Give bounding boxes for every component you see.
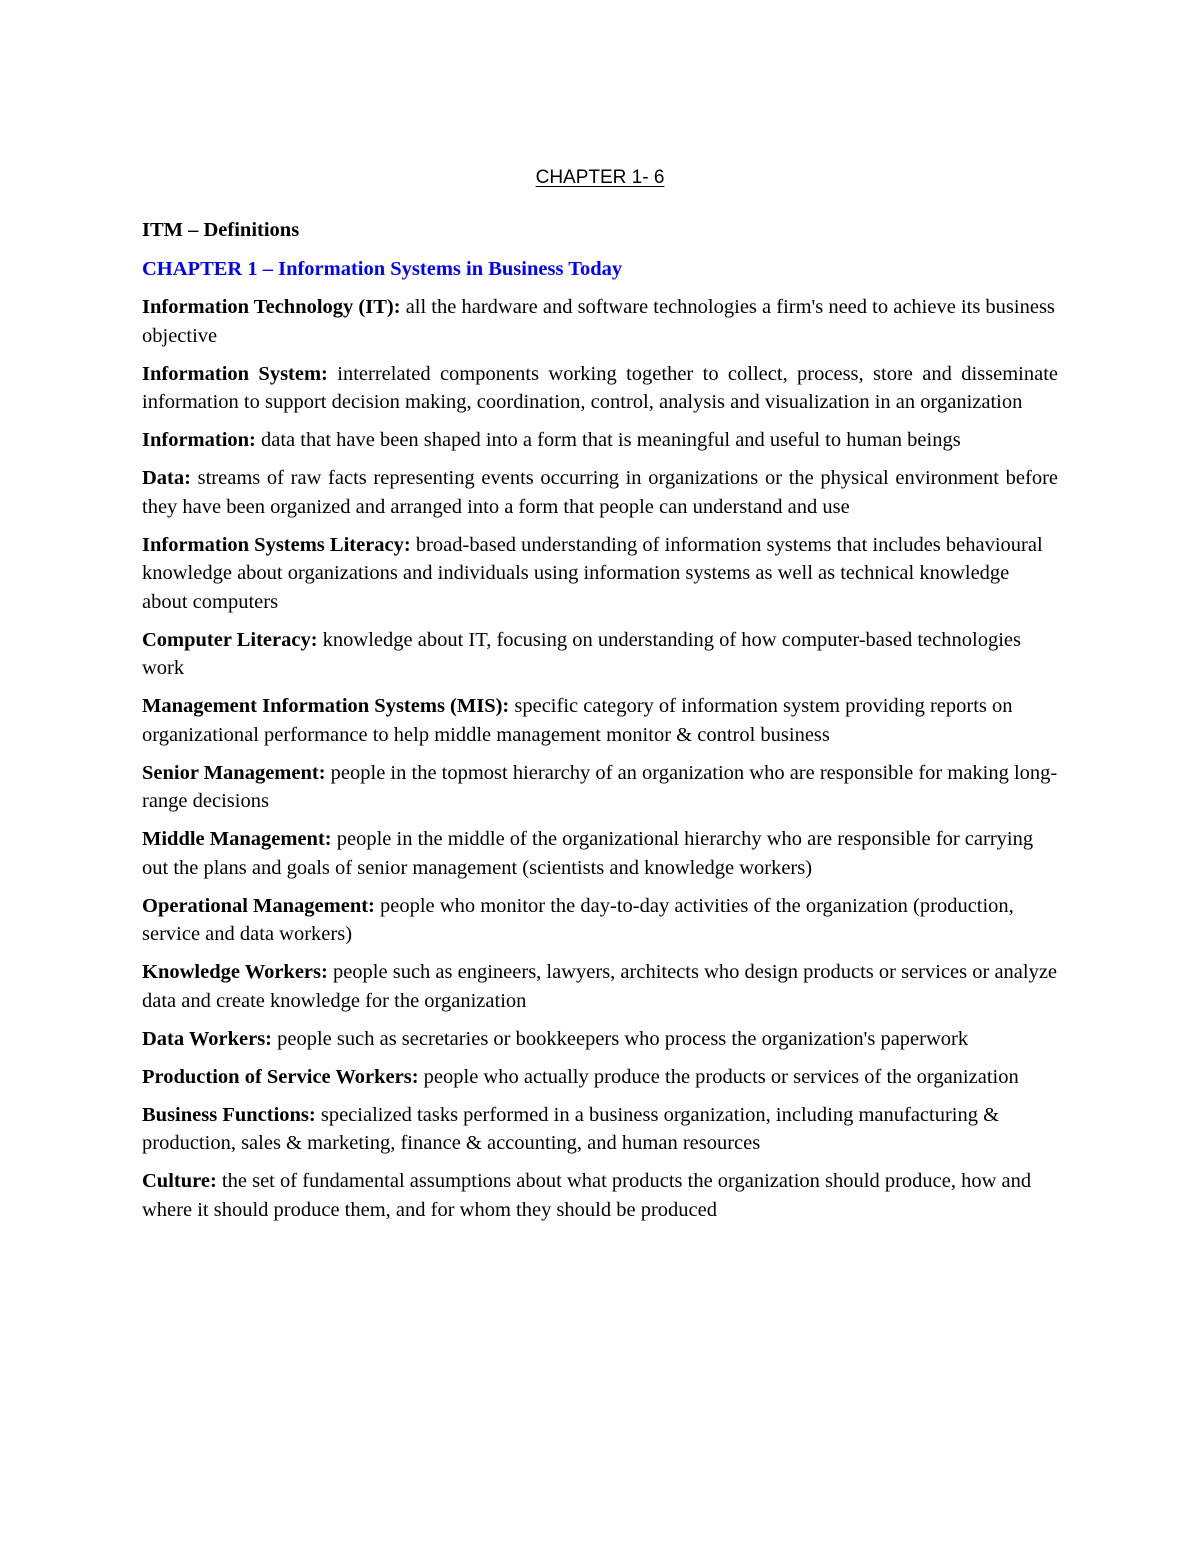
term: Operational Management: [142,894,375,917]
definition-information [142,426,1058,455]
term: Middle Management: [142,828,332,850]
term: Business Functions: [142,1103,316,1126]
definition-text: data that have been shaped into a form that is meaningful and useful to human beings [255,429,961,451]
chapter-heading: CHAPTER 1 – Information Systems in Business Today [142,257,623,280]
definition-information-technology [142,293,1058,350]
document-body [142,216,1058,1234]
term: Computer Literacy: [142,628,318,651]
definition-text: the set of fundamental assumptions about what products the organization should produce, how and where it should produce them, and for whom they should be produced [142,1170,1032,1221]
definition-middle-management [142,825,1058,882]
definition-text: people such as secretaries or bookkeepers who process the organization's paperwork [272,1027,969,1050]
term: Senior Management: [142,761,326,784]
term: Data: [142,467,191,489]
definition-production-of-service-workers [142,1063,1058,1092]
definition-text: all the hardware and software technologies a firm's need to achieve its business objective [142,296,1055,347]
term: Information System: [142,362,328,385]
definition-business-functions [142,1101,1058,1158]
term: Information: [142,429,256,451]
definition-data [142,464,1058,521]
definition-text: interrelated components working together to collect, process, store and disseminate information to support decision making, coordination, control, analysis and visualization in an organization [142,362,1059,413]
definition-information-system [142,360,1058,417]
definition-text: people in the middle of the organizational hierarchy who are responsible for carrying out the plans and goals of senior management (scientists and knowledge workers) [142,828,1034,879]
definition-knowledge-workers [142,958,1058,1015]
document-title: CHAPTER 1- 6 [535,167,665,188]
definition-text: people who actually produce the products or services of the organization [418,1065,1019,1088]
term: Information Systems Literacy: [142,533,411,556]
term: Management Information Systems (MIS): [142,695,510,717]
term: Information Technology (IT): [142,296,401,318]
definition-text: specific category of information system providing reports on organizational performance to help middle management monitor & control business [142,695,1013,746]
definition-culture [142,1167,1058,1224]
definition-text: streams of raw facts representing events occurring in organizations or the physical environment before they have been organized and arranged into a form that people can understand and use [142,467,1058,518]
definition-text: people such as engineers, lawyers, architects who design products or services or analyze data and create knowledge for the organization [142,961,1058,1012]
definition-data-workers [142,1025,1058,1054]
definition-text: people who monitor the day-to-day activities of the organization (production, service and data workers) [142,894,1014,945]
term: Data Workers: [142,1027,273,1050]
definition-information-systems-literacy [142,531,1058,617]
definition-management-information-systems [142,692,1058,749]
definition-operational-management [142,892,1058,949]
definition-text: people in the topmost hierarchy of an organization who are responsible for making long-range decisions [142,761,1058,812]
definition-senior-management [142,759,1058,816]
definition-text: broad-based understanding of information systems that includes behavioural knowledge about organizations and individuals using information systems as well as technical knowledge about computers [142,533,1043,613]
term: Knowledge Workers: [142,961,328,983]
definition-text: knowledge about IT, focusing on understanding of how computer-based technologies work [142,628,1021,679]
term: Culture: [142,1170,217,1192]
definition-computer-literacy [142,626,1058,683]
subject-heading: ITM – Definitions [142,219,300,241]
definition-text: specialized tasks performed in a business organization, including manufacturing & production, sales & marketing, finance & accounting, and human resources [142,1103,1000,1154]
term: Production of Service Workers: [142,1065,419,1088]
